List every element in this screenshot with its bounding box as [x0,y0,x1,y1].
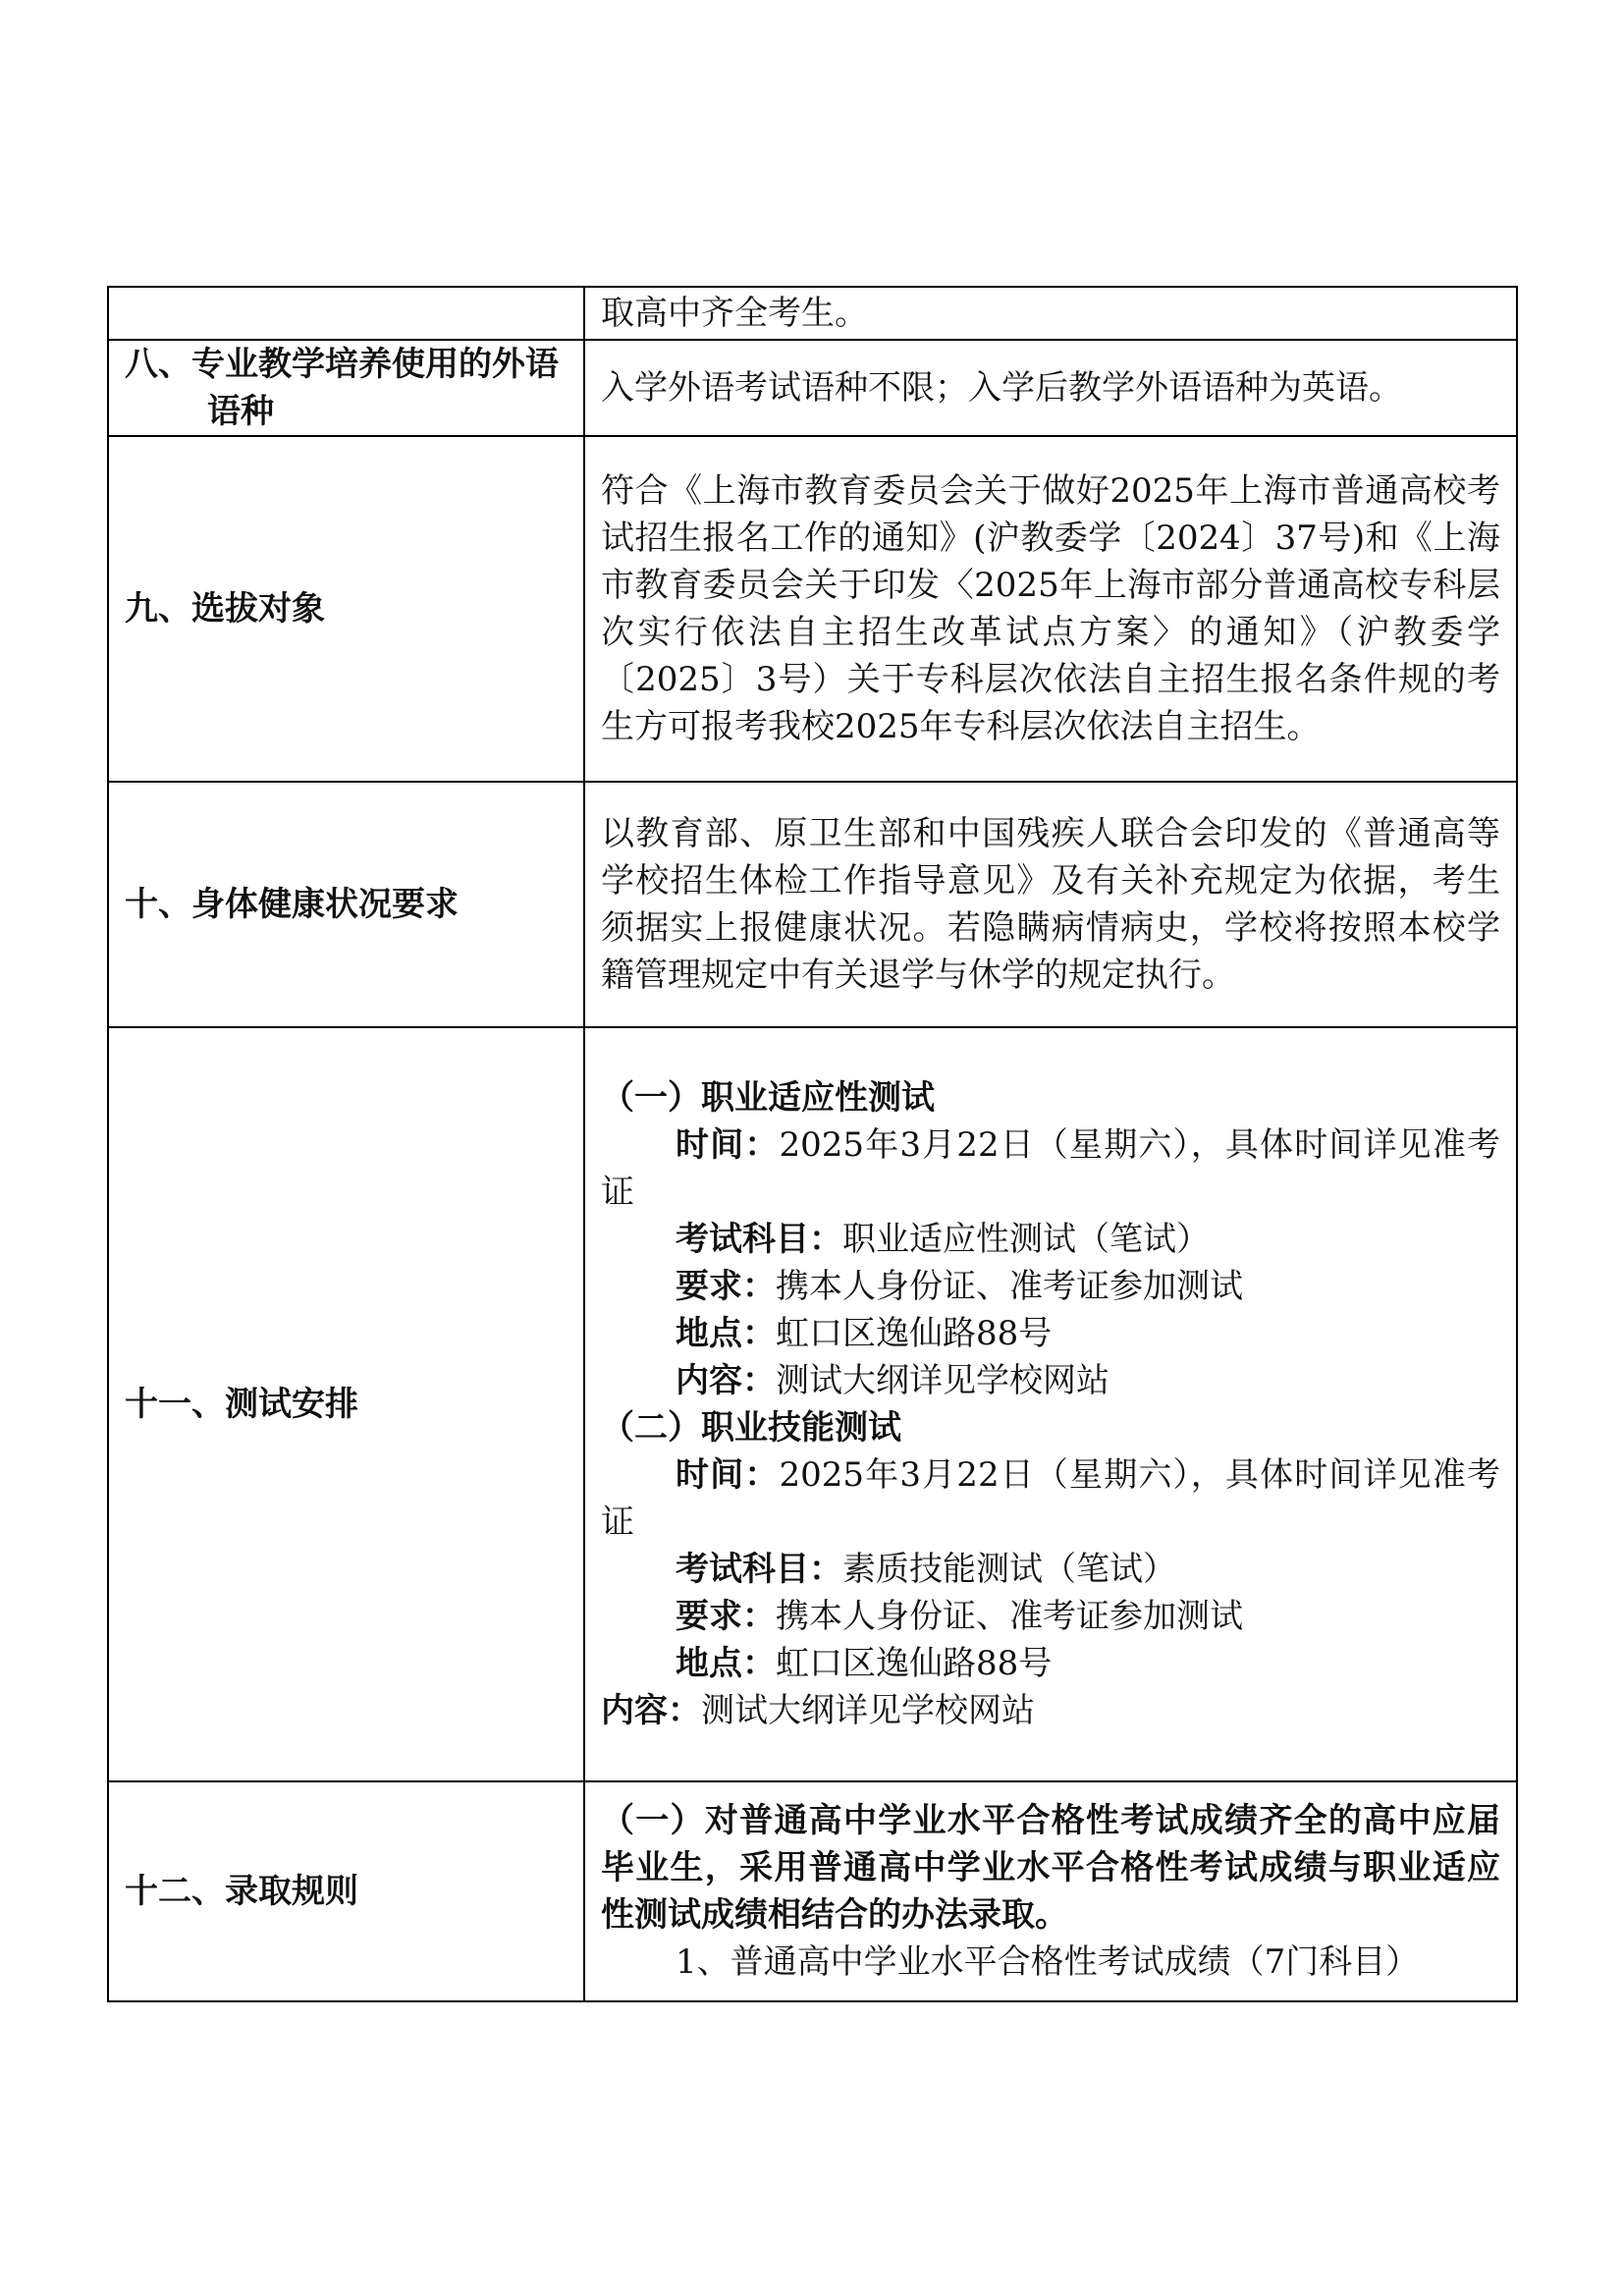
admission-rule-item: 1、普通高中学业水平合格性考试成绩（7门科目） [676,1942,1420,1982]
table-row [108,287,1517,340]
field-time: 时间：2025年3月22日（星期六），具体时间详见准考证 [601,1455,1501,1542]
row-content-health-requirement: 以教育部、原卫生部和中国残疾人联合会印发的《普通高等学校招生体检工作指导意见》及有关补充规定为依据，考生须据实上报健康状况。若隐瞒病情病史，学校将按照本校学籍管理规定中有关退学与休学的规定执行。 [584,782,1517,1027]
field-subject: 考试科目：职业适应性测试（笔试） [676,1220,1210,1259]
row-label-admission-rules: 十二、录取规则 [108,1781,584,2001]
field-requirement: 要求：携本人身份证、准考证参加测试 [676,1267,1243,1306]
field-location: 地点：虹口区逸仙路88号 [676,1314,1053,1353]
table-row [108,782,1517,1027]
row-content-test-arrangement [584,1027,1517,1781]
row-label-foreign-language [108,340,584,436]
field-location: 地点：虹口区逸仙路88号 [676,1644,1053,1683]
row-label-empty [108,287,584,340]
label-line-1: 八、专业教学培养使用的外语 [125,345,559,384]
table-row [108,1781,1517,2001]
field-requirement: 要求：携本人身份证、准考证参加测试 [676,1597,1243,1636]
row-label-health-requirement: 十、身体健康状况要求 [108,782,584,1027]
row-content-continued: 取高中齐全考生。 [584,287,1517,340]
section-heading-skill-test: （二）职业技能测试 [601,1408,901,1448]
row-content-foreign-language: 入学外语考试语种不限；入学后教学外语语种为英语。 [584,340,1517,436]
row-content-selection-target: 符合《上海市教育委员会关于做好2025年上海市普通高校考试招生报名工作的通知》(沪教委学〔2024〕37号)和《上海市教育委员会关于印发〈2025年上海市部分普通高校专科层次实行依法自主招生改革试点方案〉的通知》（沪教委学〔2025〕3号）关于专科层次依法自主招生报名条件规的考生方可报考我校2025年专科层次依法自主招生。 [584,436,1517,782]
admission-rule-paragraph: （一）对普通高中学业水平合格性考试成绩齐全的高中应届毕业生，采用普通高中学业水平合格性考试成绩与职业适应性测试成绩相结合的办法录取。 [601,1801,1500,1935]
label-line-2: 语种 [207,392,274,431]
admission-info-table [107,286,1518,2002]
row-label-test-arrangement: 十一、测试安排 [108,1027,584,1781]
section-heading-aptitude-test: （一）职业适应性测试 [601,1078,935,1118]
table-row [108,1027,1517,1781]
table-row [108,340,1517,436]
row-content-admission-rules [584,1781,1517,2001]
field-subject: 考试科目：素质技能测试（笔试） [676,1550,1176,1589]
field-time: 时间：2025年3月22日（星期六），具体时间详见准考证 [601,1125,1501,1212]
field-content: 内容：测试大纲详见学校网站 [676,1361,1109,1400]
table-row [108,436,1517,782]
row-label-selection-target: 九、选拔对象 [108,436,584,782]
field-content: 内容：测试大纲详见学校网站 [601,1691,1035,1730]
